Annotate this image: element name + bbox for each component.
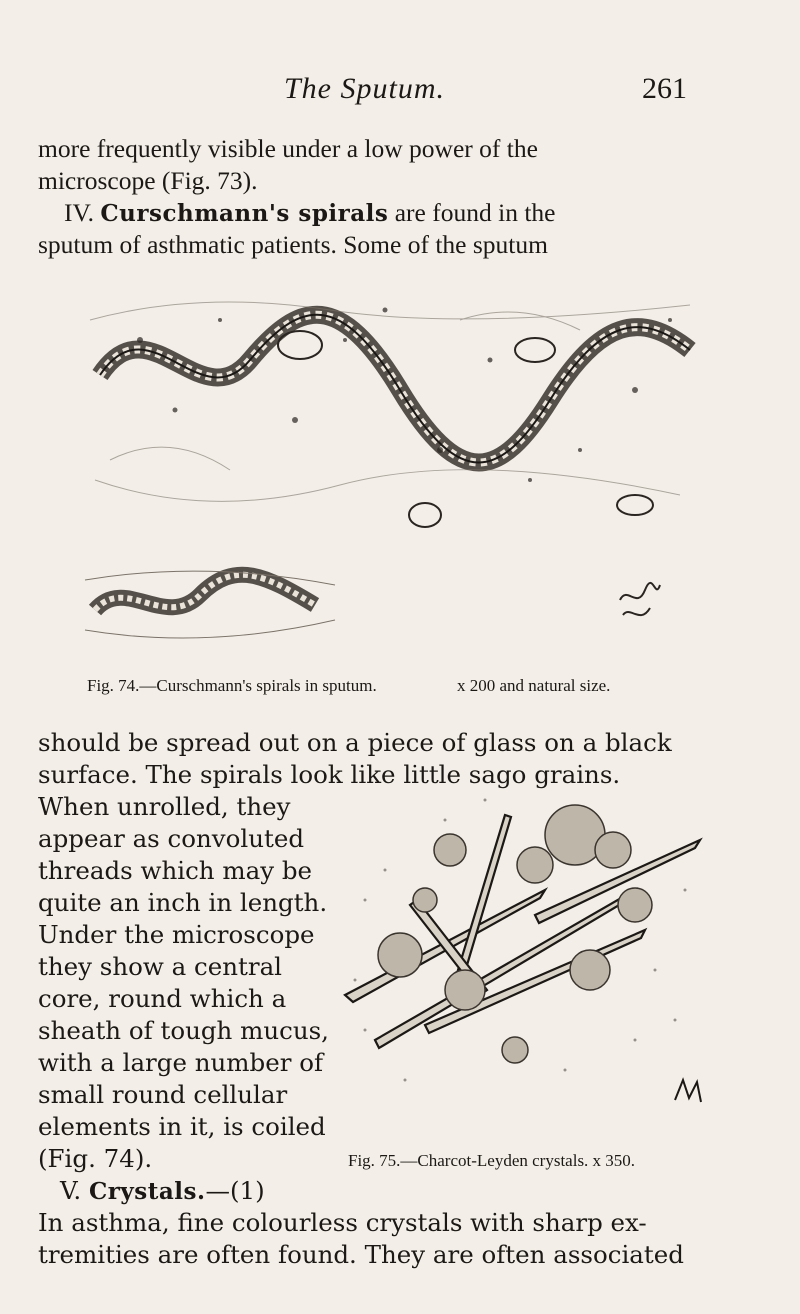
paragraph-line: microscope (Fig. 73). [38, 166, 258, 195]
paragraph-line: should be spread out on a piece of glass on a black [38, 728, 672, 757]
section-heading: Curschmann's spirals [100, 200, 389, 227]
paragraph-line: small round cellular [38, 1080, 288, 1109]
section-heading: Crystals. [89, 1178, 206, 1205]
section-number: V. [60, 1176, 82, 1205]
running-title: The Sputum. [284, 72, 445, 105]
paragraph-line: with a large number of [38, 1048, 324, 1077]
paragraph-line: In asthma, fine colourless crystals with sharp ex- [38, 1208, 647, 1237]
paragraph-line: Under the microscope [38, 920, 315, 949]
figure-74-caption: Fig. 74.—Curschmann's spirals in sputum. [87, 676, 377, 695]
paragraph-line: When unrolled, they [38, 792, 291, 821]
paragraph-line: (Fig. 74). [38, 1144, 153, 1173]
figure-75-caption: Fig. 75.—Charcot-Leyden crystals. x 350. [348, 1151, 636, 1170]
paragraph-line [64, 198, 555, 228]
paragraph-line: core, round which a [38, 984, 287, 1013]
paragraph-line: elements in it, is coiled [38, 1112, 326, 1141]
figure-75-illustration [335, 780, 715, 1120]
page-number: 261 [642, 72, 687, 105]
paragraph-line: appear as convoluted [38, 824, 305, 853]
paragraph-line [60, 1176, 265, 1205]
figure-74-illustration [80, 280, 710, 655]
paragraph-line: threads which may be [38, 856, 313, 885]
paragraph-line: sputum of asthmatic patients. Some of the sputum [38, 230, 548, 259]
paragraph-line: quite an inch in length. [38, 888, 328, 917]
paragraph-text: —(1) [205, 1176, 265, 1205]
section-number: IV. [64, 198, 94, 227]
paragraph-text: are found in the [394, 198, 556, 227]
paragraph-line: more frequently visible under a low power of the [38, 134, 538, 163]
figure-74-scale: x 200 and natural size. [457, 676, 611, 695]
paragraph-line: they show a central [38, 952, 283, 981]
paragraph-line: sheath of tough mucus, [38, 1016, 329, 1045]
paragraph-line: surface. The spirals look like little sago grains. [38, 760, 621, 789]
paragraph-line: tremities are often found. They are often associated [38, 1240, 684, 1269]
